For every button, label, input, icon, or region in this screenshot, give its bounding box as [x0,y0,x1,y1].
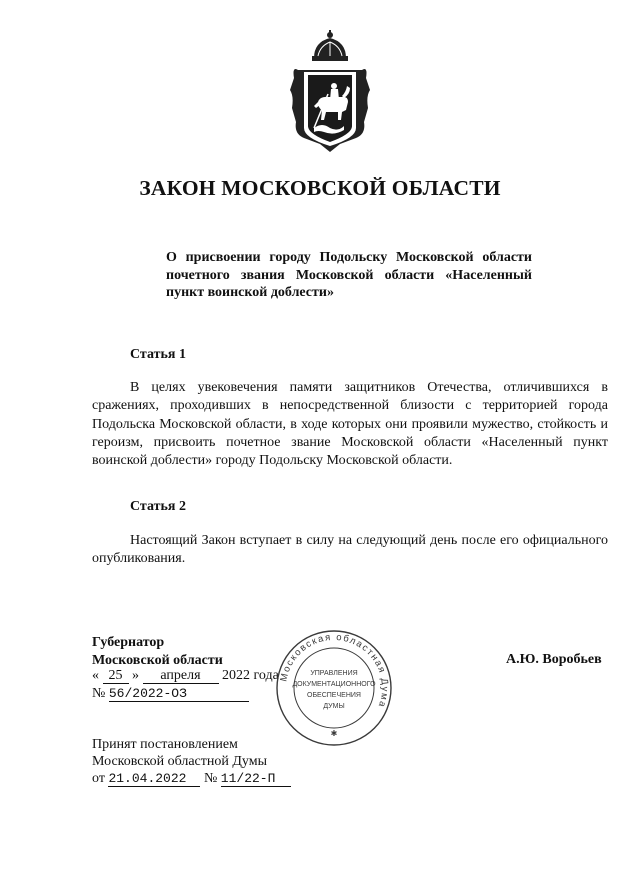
signing-day: 25 [103,669,129,684]
law-number-label: № [92,686,106,701]
date-quote-open: « [92,668,99,683]
document-subtitle: О присвоении городу Подольску Московской области почетного звания Московской области «Населенный пункт воинской доблести» [166,250,532,300]
signing-year: 2022 года [222,668,279,683]
signing-date [92,668,279,684]
adoption-line-3 [92,771,291,787]
stamp-line-3: ОБЕСПЕЧЕНИЯ [307,692,361,699]
stamp-star-icon: ✱ [330,729,338,738]
adoption-line-2: Московской областной Думы [92,754,267,769]
date-quote-close: » [132,668,139,683]
article-2-heading: Статья 2 [130,499,186,514]
article-1-heading: Статья 1 [130,347,186,362]
article-2-text: Настоящий Закон вступает в силу на следующий день после его официального опубликования. [92,533,608,567]
signer-name: А.Ю. Воробьев [506,652,602,667]
stamp-line-2: ДОКУМЕНТАЦИОННОГО [292,681,376,688]
document-title: ЗАКОН МОСКОВСКОЙ ОБЛАСТИ [139,176,501,200]
stamp-line-1: УПРАВЛЕНИЯ [310,670,358,677]
governor-region: Московской области [92,653,223,668]
adoption-date: 21.04.2022 [108,772,200,787]
governor-title: Губернатор [92,635,165,650]
official-stamp [274,628,394,748]
crown-icon [312,30,348,61]
stamp-ring-text: Московская областная Дума [278,631,391,710]
coat-of-arms-emblem [284,30,376,154]
law-number: 56/2022-ОЗ [109,687,249,702]
signing-month: апреля [143,669,219,684]
stamp-line-4: ДУМЫ [323,703,345,710]
adoption-number-label: № [203,771,218,786]
adoption-number: 11/22-П [221,772,291,787]
law-number-line [92,686,249,702]
adoption-date-prefix: от [92,771,105,786]
article-1-text: В целях увековечения памяти защитников Отечества, отличившихся в сражениях, проходивших в непосредственной близости с территорией города Подольска Московской области, в ходе которых они проявили мужество, стойкость и героизм, присвоить почетное звание Московской области «Населенный пункт воинской доблести» городу Подольску Московской области. [92,380,608,469]
adoption-line-1: Принят постановлением [92,737,238,752]
